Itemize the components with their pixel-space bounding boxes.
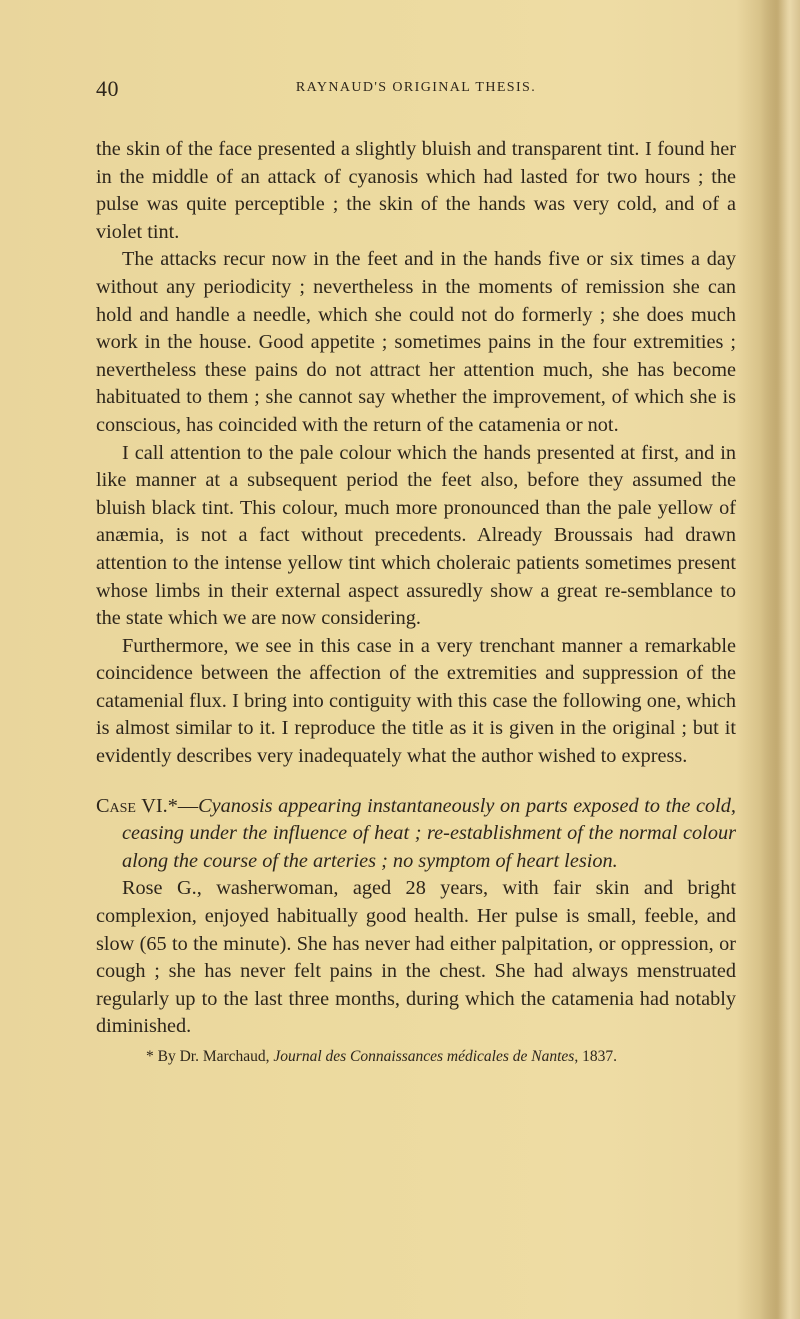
paragraph-case-description: Rose G., washerwoman, aged 28 years, with fair skin and bright complexion, enjoyed habitually good health. Her pulse is small, feeble, and slow (65 to the minute). She has never had either palpitation, or oppression, or cough ; she has never felt pains in the chest. She had always menstruated regularly up to the last three months, during which the catamenia had notably diminished. bbox=[96, 877, 736, 1038]
page-header bbox=[96, 76, 736, 106]
footnote-prefix: By Dr. Marchaud, bbox=[157, 1048, 274, 1065]
paragraph-continued: the skin of the face presented a slightly bluish and transparent tint. I found her in the middle of an attack of cyanosis which had lasted for two hours ; the pulse was quite perceptible ; the skin of the hands was very cold, and of a violet tint. bbox=[96, 138, 736, 243]
paragraph-attacks: The attacks recur now in the feet and in the hands five or six times a day without any periodicity ; nevertheless in the moments of remission she can hold and handle a needle, which she could not do formerly ; she does much work in the house. Good appetite ; sometimes pains in the four extremities ; nevertheless these pains do not attract her attention much, she has become habituated to them ; she cannot say whether the improvement, of which she is conscious, has coincided with the return of the catamenia or not. bbox=[96, 248, 736, 436]
footnote bbox=[96, 1047, 736, 1067]
footnote-marker: * bbox=[146, 1048, 154, 1065]
page-binding-gutter bbox=[760, 0, 800, 1319]
case-label: Case VI.* bbox=[96, 794, 178, 817]
running-title: RAYNAUD'S ORIGINAL THESIS. bbox=[295, 80, 537, 95]
footnote-suffix: , 1837. bbox=[574, 1048, 617, 1065]
section-spacer bbox=[96, 771, 736, 793]
paragraph-pale-colour: I call attention to the pale colour which the hands presented at first, and in like manner at a subsequent period the feet also, before they assumed the bluish black tint. This colour, much more pronounced than the pale yellow of anæmia, is not a fact without precedents. Already Broussais had drawn attention to the intense yellow tint which choleraic patients sometimes present whose limbs in their external aspect assuredly show a great re-semblance to the state which we are now considering. bbox=[96, 441, 736, 630]
page-number: 40 bbox=[96, 76, 119, 101]
case-heading bbox=[96, 793, 736, 876]
paragraph-furthermore: Furthermore, we see in this case in a very trenchant manner a remarkable coincidence between the affection of the extremities and suppression of the catamenial flux. I bring into contiguity with this case the following one, which is almost similar to it. I reproduce the title as it is given in the original ; but it evidently describes very inadequately what the author wished to express. bbox=[96, 634, 736, 768]
footnote-journal: Journal des Connaissances médicales de Nantes bbox=[273, 1048, 575, 1065]
page-body bbox=[96, 136, 736, 1067]
case-dash: — bbox=[177, 794, 199, 817]
case-title: Cyanosis appearing instantaneously on parts exposed to the cold, ceasing under the influence of heat ; re-establishment of the normal colour along the course of the arteries ; no symptom of heart lesion. bbox=[122, 794, 736, 872]
